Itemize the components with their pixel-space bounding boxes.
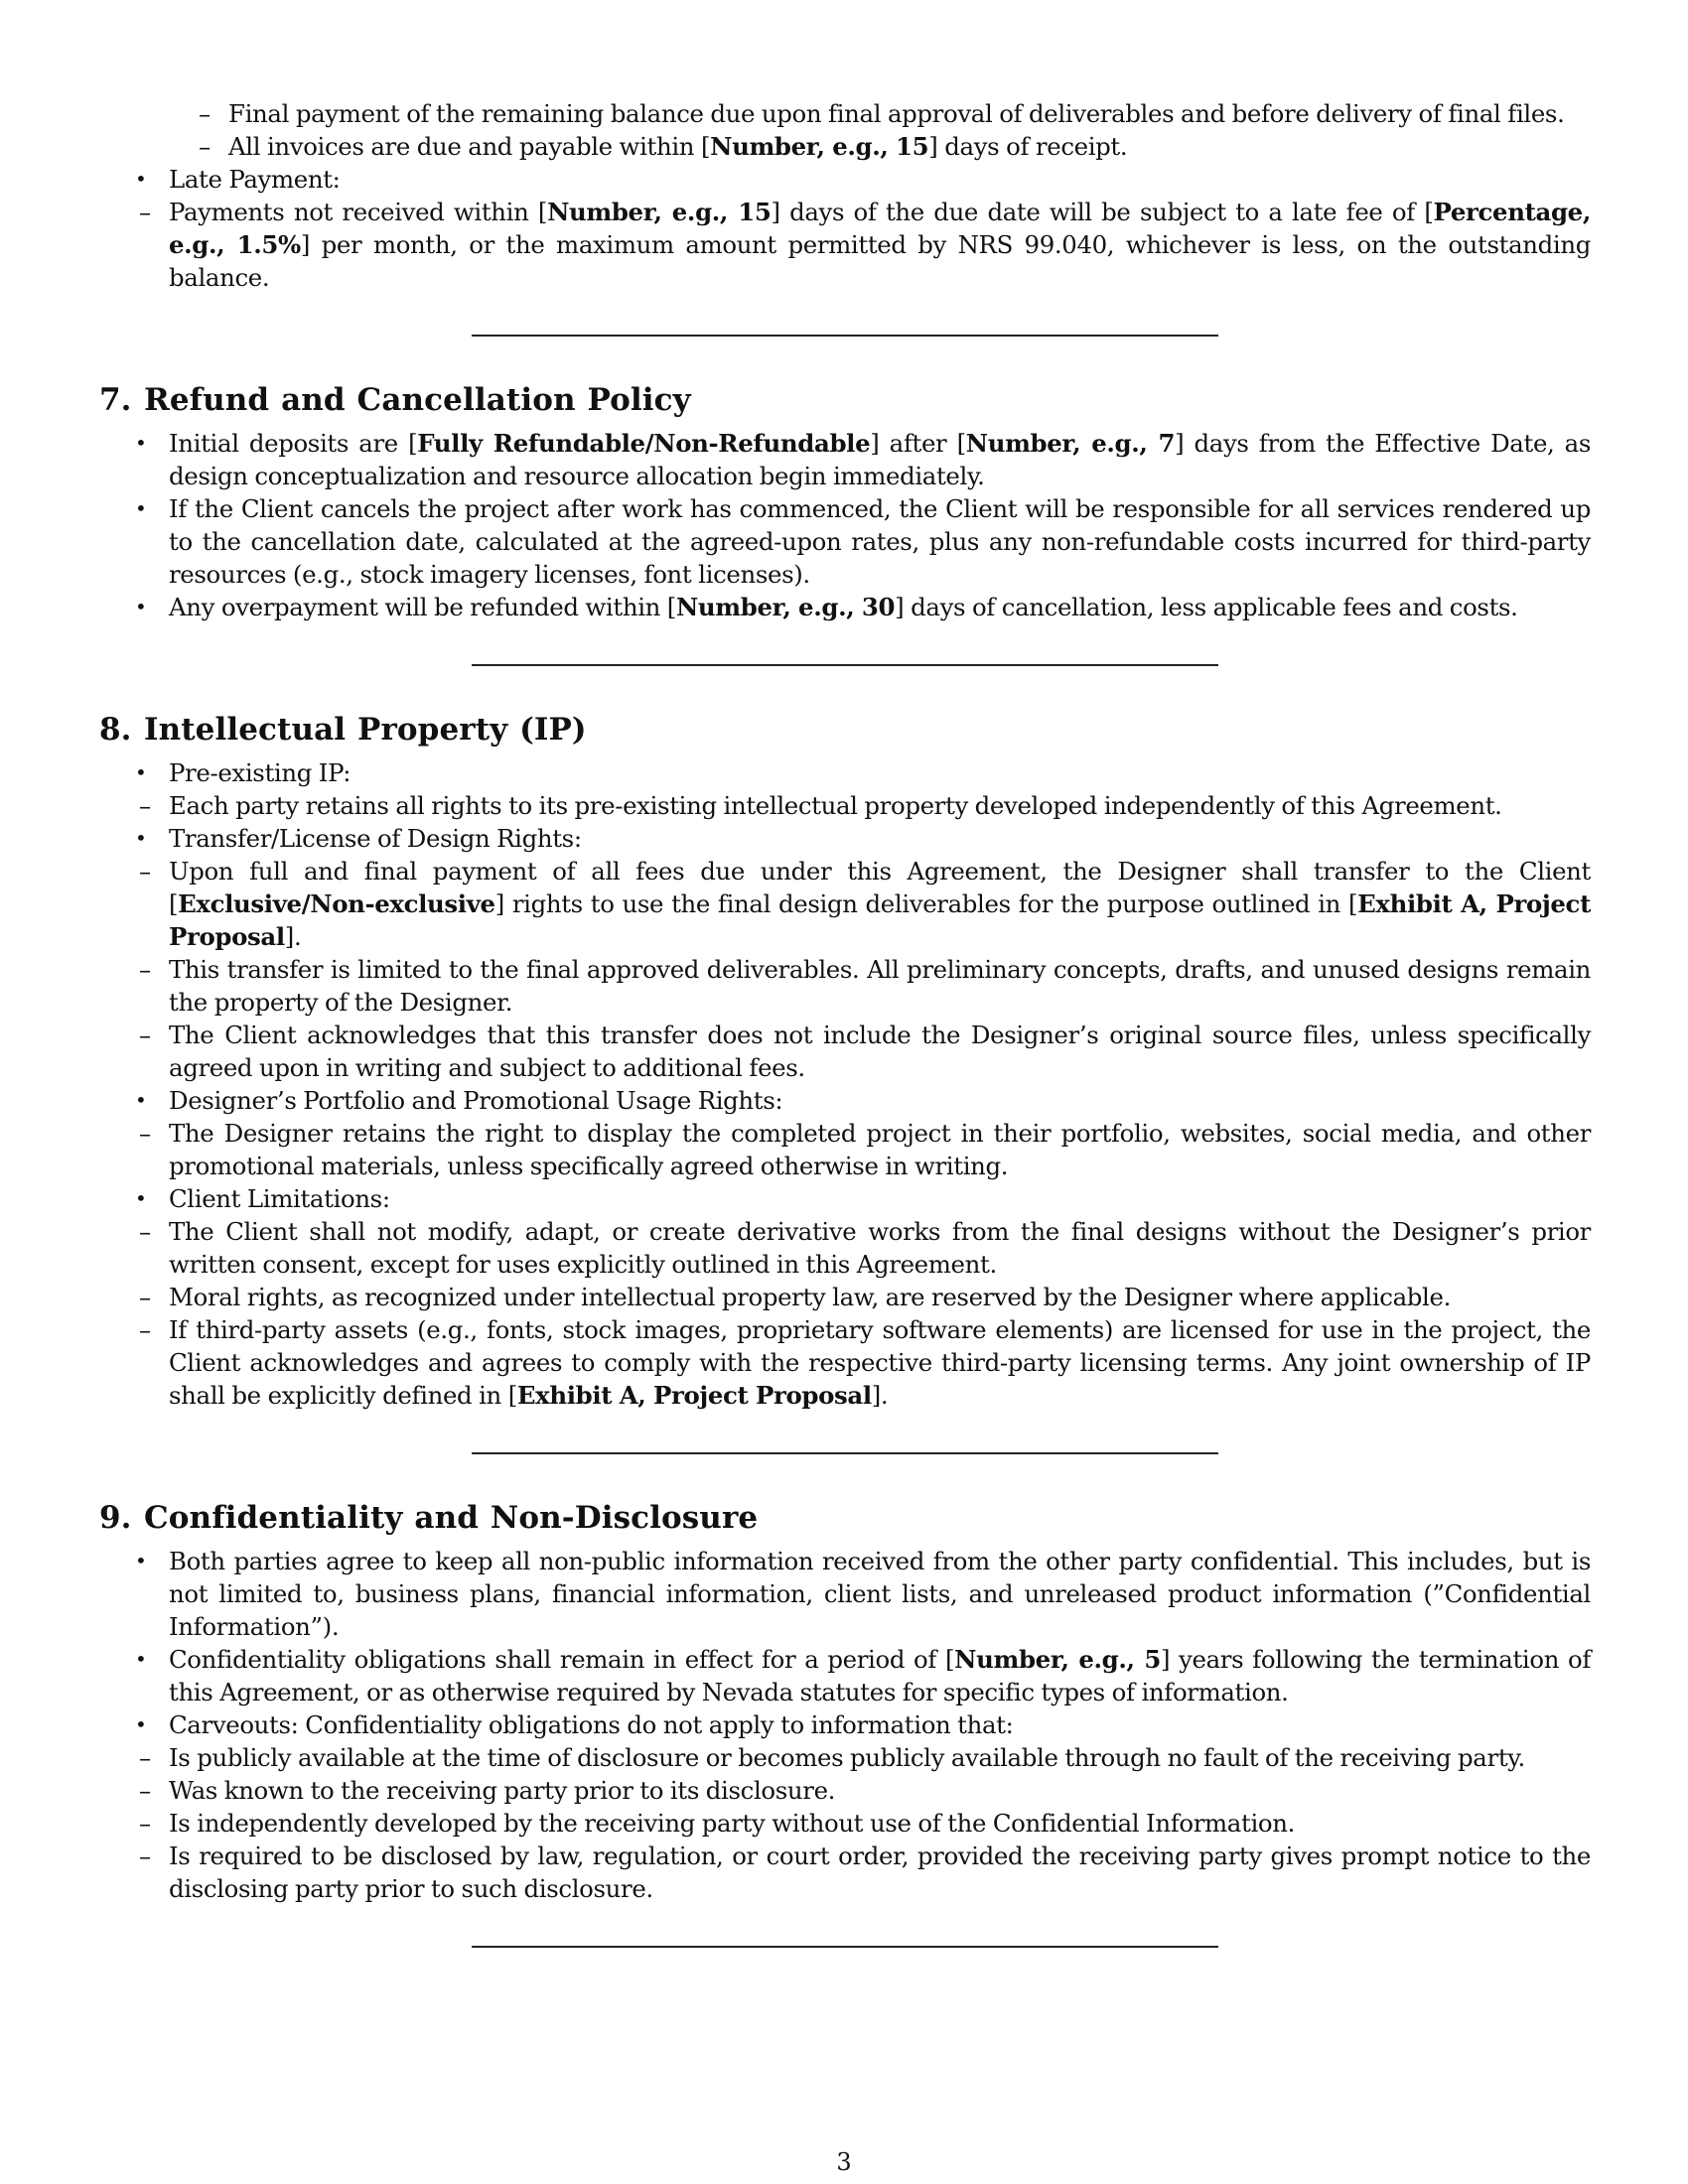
confidentiality-list [99,1545,1591,1905]
section-heading-9: 9. Confidentiality and Non-Disclosure [99,1500,759,1536]
ip-list [99,756,1591,1412]
list-item: • If the Client cancels the project after work has commenced, the Client will be responsible for all services rendered up to the cancellation date, calculated at the agreed-upon rates, plus any non-refundable costs incurred for third-party resources (e.g., stock imagery licenses, font licenses). [135,494,1591,589]
list-item: – Moral rights, as recognized under intellectual property law, are reserved by the Designer where applicable. [139,1283,1451,1311]
list-item: • Both parties agree to keep all non-public information received from the other party confidential. This includes, but is not limited to, business plans, financial information, client lists, and unreleased product information (”Confidential Information”). [135,1547,1591,1641]
list-item: – Is required to be disclosed by law, regulation, or court order, provided the receiving party gives prompt notice to the disclosing party prior to such disclosure. [139,1842,1591,1903]
list-item: – Is publicly available at the time of disclosure or becomes publicly available through no fault of the receiving party. [139,1743,1525,1772]
list-item: • Late Payment: – Payments not received within [Number, e.g., 15] days of the due date will be subject to a late fee of [Percentage, e.g., 1.5%] per month, or the maximum amount permitted by NRS 99.040, whichever is less, on the outstanding balance. [135,165,1591,292]
section-divider [472,664,1218,666]
list-item: • Initial deposits are [Fully Refundable/Non-Refundable] after [Number, e.g., 7] days from the Effective Date, as design conceptualization and resource allocation begin immediately. [135,429,1592,490]
list-item: – Is independently developed by the receiving party without use of the Confidential Information. [139,1809,1295,1838]
list-item: – Each party retains all rights to its pre-existing intellectual property developed independently of this Agreement. [139,791,1502,820]
list-item: – All invoices are due and payable within [Number, e.g., 15] days of receipt. [199,132,1128,161]
payment-list [99,97,1591,294]
page-number: 3 [836,2148,852,2176]
list-item: • Any overpayment will be refunded within [Number, e.g., 30] days of cancellation, less applicable fees and costs. [135,593,1518,621]
list-item: – The Client shall not modify, adapt, or create derivative works from the final designs without the Designer’s prior written consent, except for uses explicitly outlined in this Agreement. [139,1217,1591,1279]
section-heading-8: 8. Intellectual Property (IP) [99,712,587,748]
refund-list [99,427,1591,623]
list-item [99,97,1591,163]
list-item: – If third-party assets (e.g., fonts, stock images, proprietary software elements) are licensed for use in the project, the Client acknowledges and agrees to comply with the respective third-party licensing terms. Any joint ownership of IP shall be explicitly defined in [Exhibit A, Project Proposal]. [139,1315,1591,1410]
section-divider [472,1452,1218,1454]
list-item: – The Client acknowledges that this transfer does not include the Designer’s original source files, unless specifically agreed upon in writing and subject to additional fees. [139,1021,1591,1082]
list-item: • Carveouts: Confidentiality obligations do not apply to information that: – Is publicly available at the time of disclosure or becomes publicly available through no fault of the receiving party. – Was known to the receiving party prior to its disclosure. – Is independently developed by the receiving party without use of the Confidential Information. – Is required to be disclosed by law, regulation, or court order, provided the receiving party gives prompt notice to the disclosing party prior to such disclosure. [135,1710,1591,1903]
document-body [99,97,1591,1948]
list-item: • Confidentiality obligations shall remain in effect for a period of [Number, e.g., 5] years following the termination of this Agreement, or as otherwise required by Nevada statutes for specific types of information. [135,1645,1592,1706]
section-heading-7: 7. Refund and Cancellation Policy [99,382,691,418]
list-item: – Final payment of the remaining balance due upon final approval of deliverables and before delivery of final files. [199,99,1565,128]
list-item: • Pre-existing IP: – Each party retains all rights to its pre-existing intellectual property developed independently of this Agreement. [99,756,1591,822]
list-item: • Client Limitations: – The Client shall not modify, adapt, or create derivative works from the final designs without the Designer’s prior written consent, except for uses explicitly outlined in this Agreement. – Moral rights, as recognized under intellectual property law, are reserved by the Designer where applicable. – If third-party assets (e.g., fonts, stock images, proprietary software elements) are licensed for use in the project, the Client acknowledges and agrees to comply with the respective third-party licensing terms. Any joint ownership of IP shall be explicitly defined in [Exhibit A, Project Proposal]. [135,1184,1591,1410]
list-item: – This transfer is limited to the final approved deliverables. All preliminary concepts, drafts, and unused designs remain the property of the Designer. [139,955,1591,1017]
list-item: • Transfer/License of Design Rights: – Upon full and final payment of all fees due under this Agreement, the Designer shall transfer to the Client [Exclusive/Non-exclusive] rights to use the final design deliverables for the purpose outlined in [Exhibit A, Project Proposal]. – This transfer is limited to the final approved deliverables. All preliminary concepts, drafts, and unused designs remain the property of the Designer. – The Client acknowledges that this transfer does not include the Designer’s original source files, unless specifically agreed upon in writing and subject to additional fees. [135,824,1591,1082]
list-item: – Payments not received within [Number, e.g., 15] days of the due date will be subject to a late fee of [Percentage, e.g., 1.5%] per month, or the maximum amount permitted by NRS 99.040, whichever is less, on the outstanding balance. [139,198,1591,292]
section-divider [472,1946,1218,1948]
list-item: – The Designer retains the right to display the completed project in their portfolio, websites, social media, and other promotional materials, unless specifically agreed otherwise in writing. [139,1119,1591,1180]
section-divider [472,335,1218,337]
list-item: – Upon full and final payment of all fees due under this Agreement, the Designer shall transfer to the Client [Exclusive/Non-exclusive] rights to use the final design deliverables for the purpose outlined in [Exhibit A, Project Proposal]. [139,857,1591,951]
list-item: • Designer’s Portfolio and Promotional Usage Rights: – The Designer retains the right to display the completed project in their portfolio, websites, social media, and other promotional materials, unless specifically agreed otherwise in writing. [135,1086,1591,1180]
list-item: – Was known to the receiving party prior to its disclosure. [139,1776,836,1805]
